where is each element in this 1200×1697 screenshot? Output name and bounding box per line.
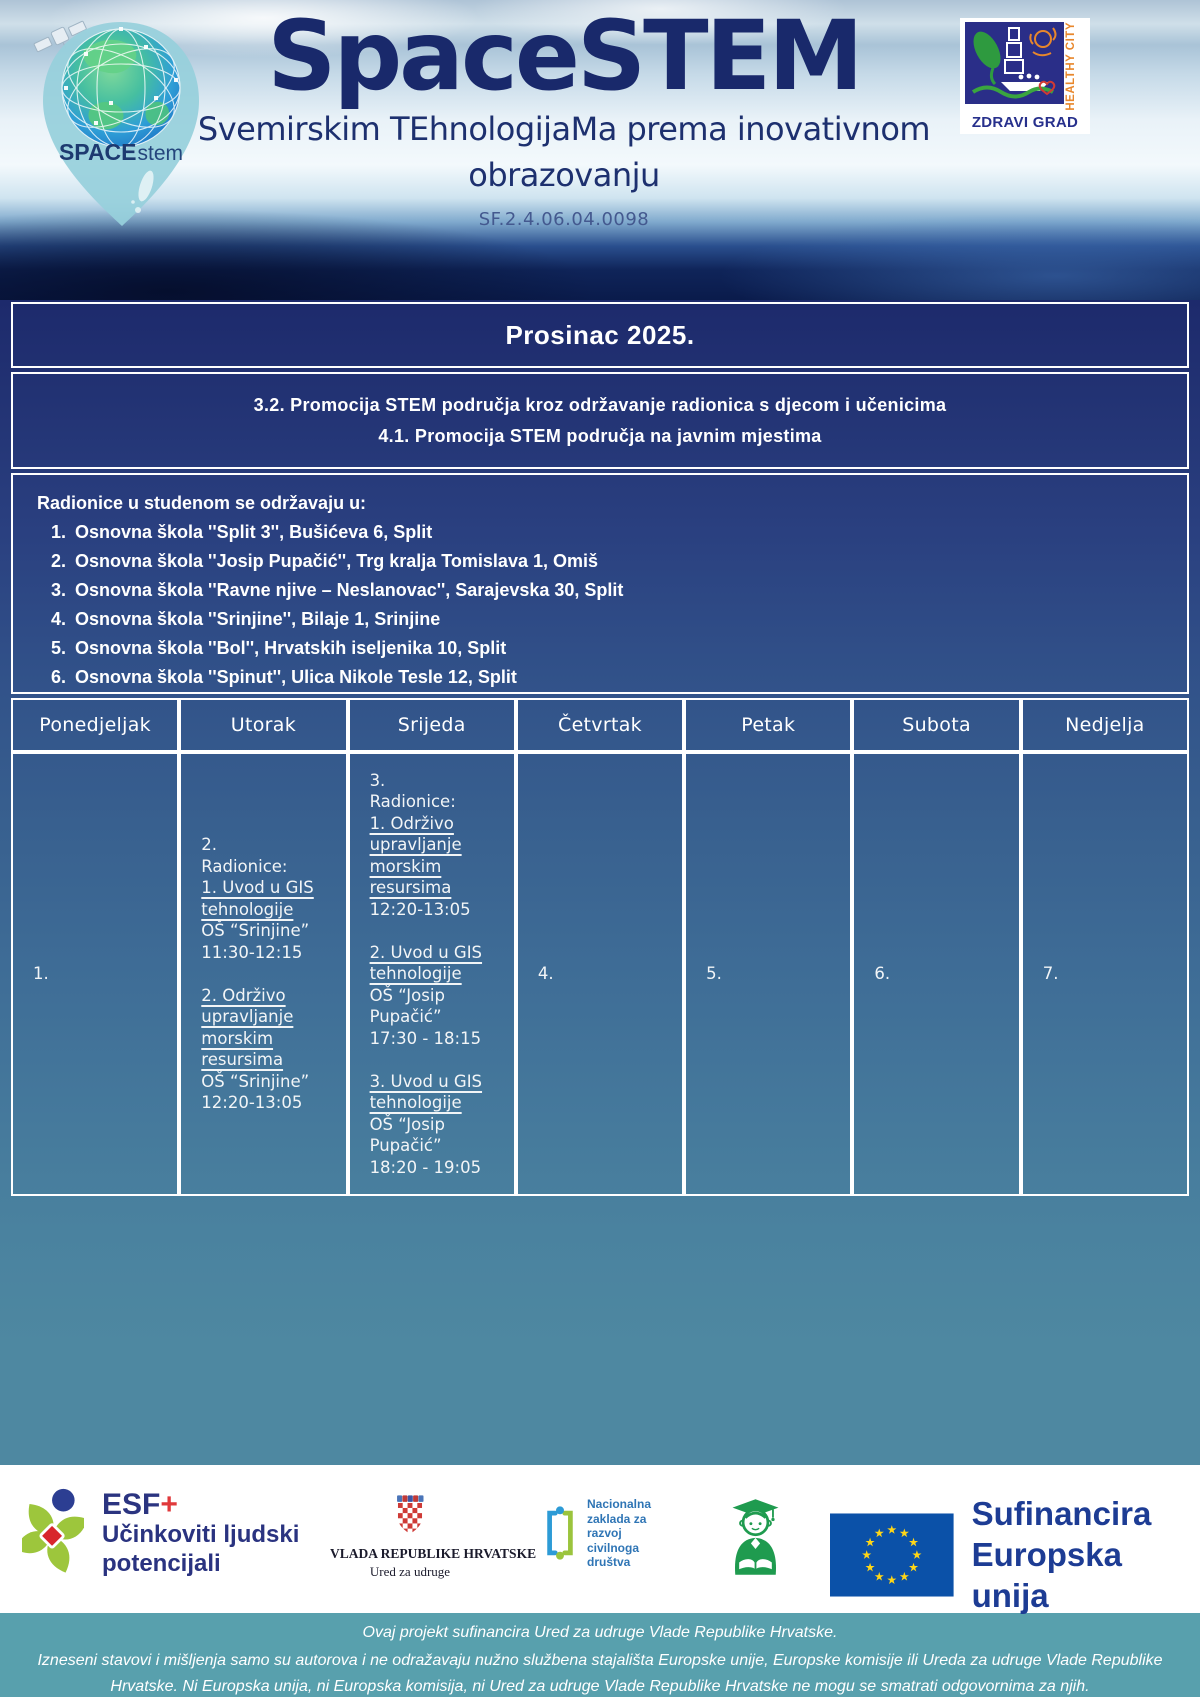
calendar-body-row bbox=[11, 752, 1189, 1196]
school-item-number: 1. bbox=[51, 522, 67, 542]
calendar-entry-line: 17:30 - 18:15 bbox=[369, 1028, 482, 1048]
school-item-number: 2. bbox=[51, 551, 67, 571]
subtitle-line2: obrazovanju bbox=[468, 155, 660, 194]
eu-line2: Europska unija bbox=[971, 1536, 1122, 1614]
calendar-entry-line: Radionice: bbox=[201, 856, 288, 876]
zaklada-line: društva bbox=[587, 1555, 631, 1569]
esf-name: ESF bbox=[102, 1488, 161, 1521]
graduate-logo bbox=[727, 1497, 784, 1582]
zaklada-line: razvoj bbox=[587, 1526, 622, 1540]
calendar-entry-line: 11:30-12:15 bbox=[201, 942, 303, 962]
hero-header bbox=[0, 0, 1200, 300]
activities-box bbox=[11, 372, 1189, 469]
workshops-heading: Radionice u studenom se održavaju u: bbox=[37, 493, 367, 513]
eu-line1: Sufinancira bbox=[971, 1495, 1152, 1532]
eu-logo bbox=[830, 1493, 1200, 1616]
calendar-entry-line: 2. Uvod u GIS bbox=[369, 942, 483, 962]
calendar-entry-line: OŠ “Josip bbox=[369, 1114, 445, 1134]
calendar-cell-saturday bbox=[852, 752, 1020, 1196]
calendar-header-row bbox=[11, 698, 1189, 752]
calendar-entry-line: 7. bbox=[1042, 964, 1059, 984]
calendar-entry-line: 12:20-13:05 bbox=[369, 899, 471, 919]
calendar-entry-line: upravljanje bbox=[369, 835, 462, 855]
calendar-entry-line: 2. Održivo bbox=[201, 985, 286, 1005]
calendar-entry-line: OŠ “Srinjine” bbox=[201, 1071, 310, 1091]
eu-text-block bbox=[972, 1493, 1200, 1616]
calendar-cell-content bbox=[350, 762, 514, 1187]
calendar-entry-line: tehnologije bbox=[201, 899, 294, 919]
esf-title bbox=[102, 1490, 299, 1520]
school-item-number: 6. bbox=[51, 667, 67, 687]
school-item-text: Osnovna škola ''Ravne njive – Neslanovac'', Sarajevska 30, Split bbox=[75, 580, 624, 600]
activity-line-1: 3.2. Promocija STEM područja kroz održavanje radionica s djecom i učenicima bbox=[253, 394, 947, 415]
calendar-cell-content bbox=[1023, 955, 1187, 993]
esf-subtitle-line2: potencijali bbox=[102, 1550, 221, 1577]
eu-flag-icon bbox=[830, 1512, 954, 1598]
disclaimer-line1: Ovaj projekt sufinancira Ured za udruge Vlade Republike Hrvatske. bbox=[362, 1624, 838, 1641]
esf-logo bbox=[22, 1487, 299, 1581]
calendar-entry-line bbox=[370, 920, 508, 942]
calendar-entry-line: 12:20-13:05 bbox=[201, 1093, 303, 1113]
activity-line-2: 4.1. Promocija STEM područja na javnim mjestima bbox=[378, 425, 822, 446]
calendar-cell-friday bbox=[684, 752, 852, 1196]
graduate-icon bbox=[727, 1497, 784, 1577]
month-title-box bbox=[11, 302, 1189, 368]
calendar-entry-line: Pupačić” bbox=[369, 1007, 442, 1027]
calendar-cell-tuesday bbox=[179, 752, 347, 1196]
day-header-friday: Petak bbox=[684, 698, 852, 752]
calendar-entry-line: Radionice: bbox=[369, 792, 456, 812]
school-list-item bbox=[51, 580, 1163, 601]
day-header-saturday: Subota bbox=[852, 698, 1020, 752]
month-title: Prosinac 2025. bbox=[505, 319, 695, 350]
calendar-entry-line: 1. bbox=[33, 964, 49, 984]
esf-text-block bbox=[102, 1490, 299, 1578]
day-header-tuesday: Utorak bbox=[179, 698, 347, 752]
calendar-entry-line: OŠ “Srinjine” bbox=[201, 921, 310, 941]
calendar-entry-line: 1. Uvod u GIS bbox=[201, 878, 314, 898]
calendar-cell-content bbox=[518, 955, 682, 993]
calendar-entry-line: 6. bbox=[874, 964, 891, 984]
zaklada-line: civilnoga bbox=[587, 1540, 640, 1555]
zaklada-line: Nacionalna bbox=[587, 1497, 652, 1511]
brackets-icon bbox=[543, 1503, 577, 1563]
school-item-number: 3. bbox=[51, 580, 67, 600]
workshops-box bbox=[11, 473, 1189, 694]
healthy-city-logo bbox=[960, 18, 1090, 134]
calendar-cell-monday bbox=[11, 752, 179, 1196]
calendar-entry-line: morskim bbox=[369, 856, 442, 876]
calendar-entry-line: 5. bbox=[706, 964, 722, 984]
pin-label-stem: stem bbox=[137, 142, 184, 165]
calendar-entry-line: OŠ “Josip bbox=[369, 985, 445, 1005]
pin-label-space: SPACE bbox=[58, 139, 137, 165]
project-code: SF.2.4.06.04.0098 bbox=[478, 208, 650, 230]
calendar-entry-line: resursima bbox=[369, 878, 452, 898]
vlada-logo bbox=[330, 1493, 537, 1580]
calendar-entry-line: resursima bbox=[201, 1050, 284, 1070]
main-content bbox=[0, 300, 1200, 1465]
zaklada-logo bbox=[543, 1497, 651, 1570]
calendar-entry-line bbox=[370, 1049, 508, 1071]
calendar-entry-line bbox=[201, 963, 339, 985]
school-item-text: Osnovna škola ''Spinut'', Ulica Nikole Tesle 12, Split bbox=[75, 667, 517, 687]
calendar-cell-content bbox=[13, 955, 177, 993]
subtitle-line1: Svemirskim TEhnologijaMa prema inovativnom bbox=[197, 109, 931, 148]
calendar-entry-line: 2. bbox=[201, 835, 218, 855]
school-item-text: Osnovna škola ''Split 3'', Bušićeva 6, Split bbox=[75, 522, 433, 542]
calendar-entry-line: tehnologije bbox=[369, 964, 462, 984]
calendar-cell-thursday bbox=[516, 752, 684, 1196]
calendar-cell-content bbox=[181, 826, 345, 1122]
school-list-item bbox=[51, 522, 1163, 543]
vlada-subtitle: Ured za udruge bbox=[369, 1564, 451, 1579]
calendar-entry-line: 3. Uvod u GIS bbox=[369, 1071, 483, 1091]
croatia-coat-of-arms-icon bbox=[395, 1493, 425, 1537]
calendar-entry-line: Pupačić” bbox=[369, 1136, 442, 1156]
school-list-item bbox=[51, 667, 1163, 688]
day-header-wednesday: Srijeda bbox=[348, 698, 516, 752]
school-item-number: 5. bbox=[51, 638, 67, 658]
school-item-number: 4. bbox=[51, 609, 67, 629]
school-item-text: Osnovna škola ''Srinjine'', Bilaje 1, Srinjine bbox=[75, 609, 441, 629]
esf-flower-icon bbox=[22, 1487, 84, 1581]
disclaimer-text: Izneseni stavovi i mišljenja samo su autorova i ne odražavaju nužno službena stajališta Europske unije, Europske komisije ili Ureda za udruge Vlade Republike Hrvatske. Ni Europska unija, ni Europska komisija, ni Ured za udruge Vlade Republike Hrvatske ne mogu se smatrati odgovornima za njih. bbox=[37, 1652, 1163, 1695]
page-title: SpaceSTEM bbox=[267, 0, 861, 112]
zaklada-text-block bbox=[587, 1497, 651, 1570]
calendar-entry-line: tehnologije bbox=[369, 1093, 462, 1113]
vlada-title: VLADA REPUBLIKE HRVATSKE bbox=[330, 1546, 537, 1561]
partner-logos-band bbox=[0, 1465, 1200, 1613]
hero-title-block bbox=[137, 0, 988, 230]
calendar-entry-line: 3. bbox=[369, 770, 386, 790]
day-header-monday: Ponedjeljak bbox=[11, 698, 179, 752]
calendar-entry-line: 4. bbox=[537, 964, 554, 984]
day-header-thursday: Četvrtak bbox=[516, 698, 684, 752]
calendar-cell-content bbox=[854, 955, 1018, 993]
schools-list bbox=[37, 522, 1163, 688]
day-header-sunday: Nedjelja bbox=[1021, 698, 1189, 752]
calendar-entry-line: upravljanje bbox=[201, 1007, 294, 1027]
healthy-city-bottom-label: ZDRAVI GRAD bbox=[971, 113, 1079, 131]
calendar-entry-line: morskim bbox=[201, 1028, 274, 1048]
calendar bbox=[11, 698, 1189, 1196]
calendar-entry-line: 1. Održivo bbox=[369, 813, 454, 833]
school-list-item bbox=[51, 638, 1163, 659]
calendar-cell-content bbox=[686, 955, 850, 993]
healthy-city-emblem-icon bbox=[964, 22, 1065, 104]
school-list-item bbox=[51, 551, 1163, 572]
disclaimer-band bbox=[0, 1613, 1200, 1697]
esf-subtitle-line1: Učinkoviti ljudski bbox=[102, 1521, 300, 1548]
calendar-cell-sunday bbox=[1021, 752, 1189, 1196]
school-item-text: Osnovna škola ''Josip Pupačić'', Trg kralja Tomislava 1, Omiš bbox=[75, 551, 598, 571]
school-item-text: Osnovna škola ''Bol'', Hrvatskih iseljenika 10, Split bbox=[75, 638, 507, 658]
calendar-cell-wednesday bbox=[348, 752, 516, 1196]
calendar-entry-line: 18:20 - 19:05 bbox=[369, 1157, 482, 1177]
healthy-city-side-label: HEALTHY CITY bbox=[1065, 22, 1077, 111]
esf-plus: + bbox=[160, 1488, 178, 1521]
zaklada-line: zaklada za bbox=[587, 1511, 647, 1526]
school-list-item bbox=[51, 609, 1163, 630]
